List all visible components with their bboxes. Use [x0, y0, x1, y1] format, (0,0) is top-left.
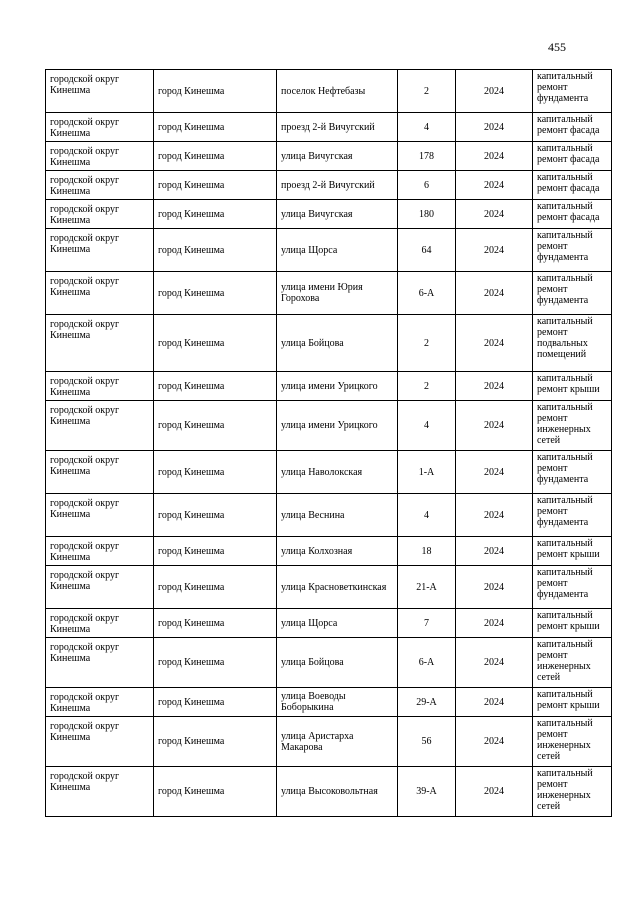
municipality-cell: городской округ Кинешма	[46, 688, 154, 717]
house-number-cell: 178	[398, 142, 456, 171]
street-cell: улица Воеводы Боборыкина	[277, 688, 398, 717]
street-cell: поселок Нефтебазы	[277, 70, 398, 113]
city-cell: город Кинешма	[154, 717, 277, 767]
municipality-cell: городской округ Кинешма	[46, 70, 154, 113]
house-number-cell: 2	[398, 315, 456, 372]
year-cell: 2024	[456, 272, 533, 315]
table-row	[46, 272, 612, 315]
house-number-cell: 39-А	[398, 767, 456, 817]
year-cell: 2024	[456, 451, 533, 494]
municipality-cell: городской округ Кинешма	[46, 200, 154, 229]
municipality-cell: городской округ Кинешма	[46, 272, 154, 315]
table-row	[46, 401, 612, 451]
year-cell: 2024	[456, 229, 533, 272]
street-cell: улица Наволокская	[277, 451, 398, 494]
city-cell: город Кинешма	[154, 200, 277, 229]
year-cell: 2024	[456, 70, 533, 113]
city-cell: город Кинешма	[154, 272, 277, 315]
municipality-cell: городской округ Кинешма	[46, 767, 154, 817]
year-cell: 2024	[456, 688, 533, 717]
municipality-cell: городской округ Кинешма	[46, 401, 154, 451]
street-cell: улица Высоковольтная	[277, 767, 398, 817]
page-number: 455	[548, 40, 566, 54]
work-type-cell: капитальный ремонт фундамента	[533, 494, 612, 537]
street-cell: улица Щорса	[277, 609, 398, 638]
house-number-cell: 1-А	[398, 451, 456, 494]
city-cell: город Кинешма	[154, 372, 277, 401]
table-row	[46, 142, 612, 171]
house-number-cell: 4	[398, 401, 456, 451]
city-cell: город Кинешма	[154, 315, 277, 372]
year-cell: 2024	[456, 200, 533, 229]
work-type-cell: капитальный ремонт крыши	[533, 537, 612, 566]
table-row	[46, 113, 612, 142]
table-row	[46, 566, 612, 609]
work-type-cell: капитальный ремонт фундамента	[533, 229, 612, 272]
work-type-cell: капитальный ремонт крыши	[533, 609, 612, 638]
city-cell: город Кинешма	[154, 688, 277, 717]
house-number-cell: 7	[398, 609, 456, 638]
house-number-cell: 64	[398, 229, 456, 272]
table-row	[46, 451, 612, 494]
municipality-cell: городской округ Кинешма	[46, 717, 154, 767]
house-number-cell: 18	[398, 537, 456, 566]
house-number-cell: 6-А	[398, 638, 456, 688]
street-cell: улица Бойцова	[277, 315, 398, 372]
street-cell: улица имени Юрия Горохова	[277, 272, 398, 315]
city-cell: город Кинешма	[154, 537, 277, 566]
table-row	[46, 537, 612, 566]
municipality-cell: городской округ Кинешма	[46, 494, 154, 537]
year-cell: 2024	[456, 171, 533, 200]
house-number-cell: 29-А	[398, 688, 456, 717]
municipality-cell: городской округ Кинешма	[46, 451, 154, 494]
street-cell: улица Щорса	[277, 229, 398, 272]
house-number-cell: 6-А	[398, 272, 456, 315]
year-cell: 2024	[456, 494, 533, 537]
table-row	[46, 200, 612, 229]
table-row	[46, 717, 612, 767]
work-type-cell: капитальный ремонт крыши	[533, 372, 612, 401]
work-type-cell: капитальный ремонт инженерных сетей	[533, 638, 612, 688]
house-number-cell: 21-А	[398, 566, 456, 609]
city-cell: город Кинешма	[154, 229, 277, 272]
repair-schedule-table	[45, 69, 612, 817]
city-cell: город Кинешма	[154, 494, 277, 537]
table-row	[46, 767, 612, 817]
work-type-cell: капитальный ремонт инженерных сетей	[533, 401, 612, 451]
work-type-cell: капитальный ремонт инженерных сетей	[533, 767, 612, 817]
city-cell: город Кинешма	[154, 70, 277, 113]
work-type-cell: капитальный ремонт фундамента	[533, 566, 612, 609]
work-type-cell: капитальный ремонт подвальных помещений	[533, 315, 612, 372]
street-cell: проезд 2-й Вичугский	[277, 113, 398, 142]
work-type-cell: капитальный ремонт фасада	[533, 142, 612, 171]
house-number-cell: 2	[398, 70, 456, 113]
table-row	[46, 688, 612, 717]
city-cell: город Кинешма	[154, 767, 277, 817]
house-number-cell: 56	[398, 717, 456, 767]
municipality-cell: городской округ Кинешма	[46, 171, 154, 200]
house-number-cell: 6	[398, 171, 456, 200]
year-cell: 2024	[456, 142, 533, 171]
street-cell: улица Аристарха Макарова	[277, 717, 398, 767]
municipality-cell: городской округ Кинешма	[46, 609, 154, 638]
city-cell: город Кинешма	[154, 171, 277, 200]
table-row	[46, 638, 612, 688]
table-row	[46, 315, 612, 372]
municipality-cell: городской округ Кинешма	[46, 113, 154, 142]
street-cell: улица имени Урицкого	[277, 372, 398, 401]
table-row	[46, 70, 612, 113]
work-type-cell: капитальный ремонт фундамента	[533, 272, 612, 315]
municipality-cell: городской округ Кинешма	[46, 229, 154, 272]
city-cell: город Кинешма	[154, 113, 277, 142]
house-number-cell: 2	[398, 372, 456, 401]
street-cell: улица Колхозная	[277, 537, 398, 566]
work-type-cell: капитальный ремонт крыши	[533, 688, 612, 717]
city-cell: город Кинешма	[154, 638, 277, 688]
table-row	[46, 171, 612, 200]
city-cell: город Кинешма	[154, 401, 277, 451]
city-cell: город Кинешма	[154, 609, 277, 638]
municipality-cell: городской округ Кинешма	[46, 537, 154, 566]
street-cell: улица Вичугская	[277, 142, 398, 171]
work-type-cell: капитальный ремонт фундамента	[533, 70, 612, 113]
city-cell: город Кинешма	[154, 566, 277, 609]
municipality-cell: городской округ Кинешма	[46, 638, 154, 688]
municipality-cell: городской округ Кинешма	[46, 315, 154, 372]
house-number-cell: 180	[398, 200, 456, 229]
year-cell: 2024	[456, 372, 533, 401]
year-cell: 2024	[456, 717, 533, 767]
street-cell: улица Веснина	[277, 494, 398, 537]
city-cell: город Кинешма	[154, 142, 277, 171]
municipality-cell: городской округ Кинешма	[46, 566, 154, 609]
year-cell: 2024	[456, 315, 533, 372]
work-type-cell: капитальный ремонт инженерных сетей	[533, 717, 612, 767]
work-type-cell: капитальный ремонт фасада	[533, 113, 612, 142]
year-cell: 2024	[456, 401, 533, 451]
year-cell: 2024	[456, 638, 533, 688]
city-cell: город Кинешма	[154, 451, 277, 494]
work-type-cell: капитальный ремонт фундамента	[533, 451, 612, 494]
year-cell: 2024	[456, 767, 533, 817]
table-row	[46, 229, 612, 272]
municipality-cell: городской округ Кинешма	[46, 142, 154, 171]
street-cell: проезд 2-й Вичугский	[277, 171, 398, 200]
table-row	[46, 609, 612, 638]
street-cell: улица Бойцова	[277, 638, 398, 688]
street-cell: улица Красноветкинская	[277, 566, 398, 609]
table-body	[46, 70, 612, 817]
work-type-cell: капитальный ремонт фасада	[533, 171, 612, 200]
municipality-cell: городской округ Кинешма	[46, 372, 154, 401]
street-cell: улица Вичугская	[277, 200, 398, 229]
table-row	[46, 494, 612, 537]
house-number-cell: 4	[398, 494, 456, 537]
year-cell: 2024	[456, 113, 533, 142]
year-cell: 2024	[456, 537, 533, 566]
house-number-cell: 4	[398, 113, 456, 142]
year-cell: 2024	[456, 609, 533, 638]
year-cell: 2024	[456, 566, 533, 609]
street-cell: улица имени Урицкого	[277, 401, 398, 451]
table-row	[46, 372, 612, 401]
work-type-cell: капитальный ремонт фасада	[533, 200, 612, 229]
